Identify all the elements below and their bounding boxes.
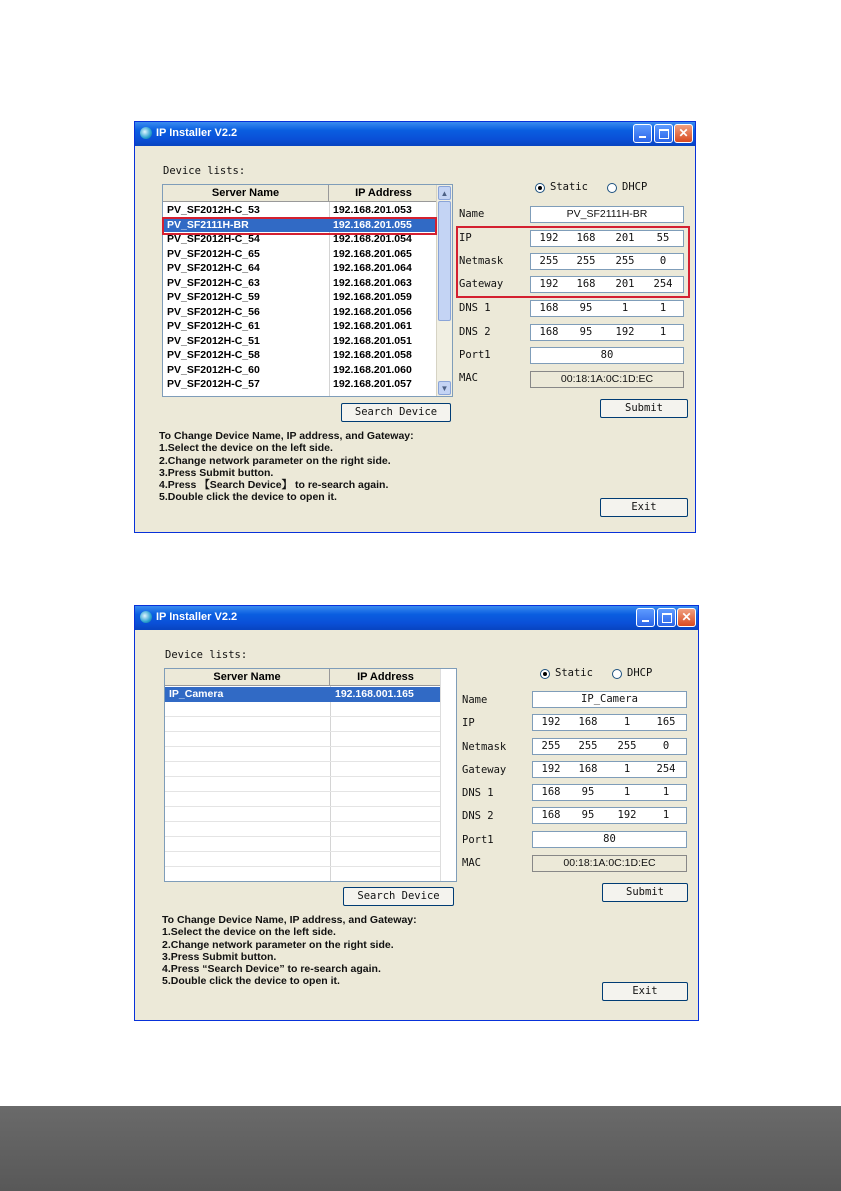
ip-octet-4[interactable]: 55	[656, 232, 670, 244]
row-ip-address: 192.168.201.054	[333, 233, 412, 245]
instructions	[162, 914, 417, 988]
close-icon: ✕	[681, 610, 692, 624]
app-icon	[140, 611, 152, 623]
scroll-up-button[interactable]	[438, 186, 451, 200]
device-list[interactable]	[162, 184, 453, 397]
static-radio[interactable]	[540, 669, 550, 679]
empty-row-line	[165, 746, 442, 747]
dns1-field[interactable]	[532, 784, 687, 801]
row-server-name: PV_SF2012H-C_64	[167, 262, 260, 274]
submit-button[interactable]: Submit	[600, 399, 688, 418]
static-radio[interactable]	[535, 183, 545, 193]
name-label: Name	[459, 208, 485, 220]
minimize-button[interactable]	[633, 124, 652, 143]
dhcp-radio[interactable]	[607, 183, 617, 193]
row-server-name: PV_SF2012H-C_65	[167, 247, 260, 260]
ip-installer-window	[134, 605, 699, 1021]
dns2-octet-1[interactable]: 168	[541, 809, 561, 821]
empty-row-line	[165, 806, 442, 807]
row-ip-address: 192.168.201.055	[333, 218, 412, 231]
gateway-octet-4[interactable]: 254	[653, 278, 673, 290]
table-row[interactable]	[163, 363, 439, 378]
table-row[interactable]	[163, 319, 439, 334]
dns1-field[interactable]	[530, 300, 684, 317]
netmask-octet-1[interactable]: 255	[539, 255, 559, 267]
instruction-heading: To Change Device Name, IP address, and Gateway:	[162, 914, 417, 926]
netmask-octet-2[interactable]: 255	[578, 740, 598, 752]
ip-field[interactable]	[532, 714, 687, 731]
chevron-down-icon: ▼	[440, 384, 449, 393]
gateway-octet-2[interactable]: 168	[576, 278, 596, 290]
search-device-button[interactable]: Search Device	[341, 403, 451, 422]
port-label: Port1	[459, 349, 491, 361]
port-field[interactable]	[530, 347, 684, 364]
empty-row-line	[165, 761, 442, 762]
netmask-label: Netmask	[462, 741, 507, 753]
dns1-octet-2[interactable]: 95	[579, 302, 593, 314]
dns1-octet-3[interactable]: 1	[623, 786, 631, 798]
table-row[interactable]	[163, 276, 439, 291]
mac-field	[532, 855, 687, 872]
empty-row-line	[165, 836, 442, 837]
instruction-step-5: 5.Double click the device to open it.	[162, 975, 340, 988]
title-bar[interactable]	[135, 122, 695, 146]
ip-label: IP	[462, 717, 475, 729]
row-server-name: IP_Camera	[169, 688, 224, 700]
ip-octet-3[interactable]: 201	[615, 232, 635, 244]
port-value: 80	[600, 349, 614, 361]
column-header-server-name[interactable]: Server Name	[165, 669, 330, 686]
submit-button[interactable]: Submit	[602, 883, 688, 902]
row-ip-address: 192.168.201.057	[333, 378, 412, 390]
window-title: IP Installer V2.2	[156, 127, 238, 139]
network-params-highlight-box	[456, 226, 690, 298]
instruction-step-5: 5.Double click the device to open it.	[159, 491, 337, 504]
device-lists-label: Device lists:	[163, 165, 246, 177]
dns1-octet-1[interactable]: 168	[541, 786, 561, 798]
name-label: Name	[462, 694, 488, 706]
chevron-up-icon: ▲	[440, 189, 449, 198]
close-button[interactable]	[674, 124, 693, 143]
name-field[interactable]	[530, 206, 684, 223]
netmask-octet-4[interactable]: 0	[659, 255, 667, 267]
empty-row-line	[165, 821, 442, 822]
dns2-octet-1[interactable]: 168	[539, 326, 559, 338]
dhcp-label: DHCP	[622, 181, 648, 193]
dns2-octet-3[interactable]: 192	[617, 809, 637, 821]
close-button[interactable]	[677, 608, 696, 627]
ip-octet-2[interactable]: 168	[576, 232, 596, 244]
empty-row-line	[165, 731, 442, 732]
mac-field	[530, 371, 684, 388]
column-header-ip-address[interactable]: IP Address	[329, 185, 439, 202]
mac-value: 00:18:1A:0C:1D:EC	[560, 373, 654, 385]
exit-button[interactable]: Exit	[600, 498, 688, 517]
dns2-octet-2[interactable]: 95	[579, 326, 593, 338]
netmask-octet-1[interactable]: 255	[541, 740, 561, 752]
row-server-name: PV_SF2012H-C_56	[167, 305, 260, 318]
dhcp-label: DHCP	[627, 667, 653, 679]
netmask-label: Netmask	[459, 255, 504, 267]
table-row[interactable]	[163, 348, 439, 363]
dns1-octet-1[interactable]: 168	[539, 302, 559, 314]
empty-row-line	[165, 866, 442, 867]
maximize-button[interactable]	[654, 124, 673, 143]
row-server-name: PV_SF2012H-C_51	[167, 334, 260, 347]
mac-label: MAC	[462, 857, 481, 869]
gateway-octet-1[interactable]: 192	[539, 278, 559, 290]
instruction-step-3: 3.Press Submit button.	[159, 466, 274, 479]
instruction-step-4: 4.Press “Search Device” to re-search again.	[162, 963, 381, 976]
table-row[interactable]	[163, 247, 439, 262]
port-field[interactable]	[532, 831, 687, 848]
instruction-step-1: 1.Select the device on the left side.	[159, 442, 333, 455]
dns1-octet-4[interactable]: 1	[662, 786, 670, 798]
mac-label: MAC	[459, 372, 478, 384]
title-bar[interactable]	[135, 606, 698, 630]
dns1-label: DNS 1	[459, 302, 491, 314]
device-lists-label: Device lists:	[165, 649, 248, 661]
netmask-octet-3[interactable]: 255	[615, 255, 635, 267]
row-ip-address: 192.168.201.065	[333, 247, 412, 260]
ip-octet-4[interactable]: 165	[656, 716, 676, 728]
row-ip-address: 192.168.201.053	[333, 204, 412, 216]
ip-octet-1[interactable]: 192	[539, 232, 559, 244]
static-label: Static	[555, 667, 593, 679]
row-ip-address: 192.168.201.058	[333, 349, 412, 361]
search-device-button[interactable]: Search Device	[343, 887, 454, 906]
gateway-octet-3[interactable]: 201	[615, 278, 635, 290]
dns2-octet-3[interactable]: 192	[615, 326, 635, 338]
footer-band	[0, 1106, 841, 1191]
column-header-server-name[interactable]: Server Name	[163, 185, 329, 202]
static-label: Static	[550, 181, 588, 193]
instruction-step-4: 4.Press 【Search Device】 to re-search again.	[159, 479, 389, 492]
minimize-button[interactable]	[636, 608, 655, 627]
dns2-octet-4[interactable]: 1	[662, 809, 670, 821]
row-server-name: PV_SF2012H-C_58	[167, 349, 260, 361]
instructions	[159, 430, 414, 504]
ip-octet-2[interactable]: 168	[578, 716, 598, 728]
ip-octet-3[interactable]: 1	[623, 716, 631, 728]
gateway-octet-3[interactable]: 1	[623, 763, 631, 775]
row-server-name: PV_SF2012H-C_53	[167, 204, 260, 216]
dns2-field[interactable]	[530, 324, 684, 341]
row-server-name: PV_SF2012H-C_60	[167, 363, 260, 376]
table-row[interactable]	[163, 334, 439, 349]
instruction-step-2: 2.Change network parameter on the right side.	[159, 454, 391, 467]
row-server-name: PV_SF2012H-C_54	[167, 233, 260, 245]
gateway-octet-1[interactable]: 192	[541, 763, 561, 775]
row-ip-address: 192.168.201.064	[333, 262, 412, 274]
window-title: IP Installer V2.2	[156, 611, 238, 623]
scroll-down-button[interactable]	[438, 381, 451, 395]
row-server-name: PV_SF2111H-BR	[167, 218, 249, 231]
gateway-octet-2[interactable]: 168	[578, 763, 598, 775]
row-server-name: PV_SF2012H-C_61	[167, 320, 260, 332]
selected-row-highlight-box	[162, 217, 437, 235]
table-row[interactable]	[163, 377, 439, 392]
netmask-octet-3[interactable]: 255	[617, 740, 637, 752]
maximize-button[interactable]	[657, 608, 676, 627]
app-icon	[140, 127, 152, 139]
maximize-icon	[659, 129, 669, 139]
dns2-octet-4[interactable]: 1	[659, 326, 667, 338]
netmask-field[interactable]	[532, 738, 687, 755]
table-row[interactable]	[163, 261, 439, 276]
gateway-label: Gateway	[459, 278, 504, 290]
dns2-label: DNS 2	[459, 326, 491, 338]
dns1-octet-2[interactable]: 95	[581, 786, 595, 798]
dhcp-radio[interactable]	[612, 669, 622, 679]
name-value: PV_SF2111H-BR	[566, 208, 648, 220]
column-header-ip-address[interactable]: IP Address	[330, 669, 442, 686]
ip-installer-window	[134, 121, 696, 533]
minimize-icon	[642, 620, 649, 622]
scroll-thumb[interactable]	[438, 201, 451, 321]
maximize-icon	[662, 613, 672, 623]
table-row[interactable]	[163, 203, 439, 218]
minimize-icon	[639, 136, 646, 138]
gateway-field[interactable]	[532, 761, 687, 778]
ip-label: IP	[459, 232, 472, 244]
exit-button[interactable]: Exit	[602, 982, 688, 1001]
instruction-step-2: 2.Change network parameter on the right side.	[162, 938, 394, 951]
row-ip-address: 192.168.201.051	[333, 334, 412, 347]
dns1-label: DNS 1	[462, 787, 494, 799]
instruction-heading: To Change Device Name, IP address, and Gateway:	[159, 430, 414, 442]
row-ip-address: 192.168.201.061	[333, 320, 412, 332]
netmask-octet-2[interactable]: 255	[576, 255, 596, 267]
device-list[interactable]	[164, 668, 457, 882]
row-ip-address: 192.168.201.059	[333, 291, 412, 303]
row-ip-address: 192.168.201.060	[333, 363, 412, 376]
table-row[interactable]	[163, 305, 439, 320]
port-value: 80	[603, 833, 616, 845]
gateway-octet-4[interactable]: 254	[656, 763, 676, 775]
row-server-name: PV_SF2012H-C_57	[167, 378, 260, 390]
port-label: Port1	[462, 834, 494, 846]
row-ip-address: 192.168.201.063	[333, 276, 412, 289]
row-server-name: PV_SF2012H-C_59	[167, 291, 260, 303]
ip-octet-1[interactable]: 192	[541, 716, 561, 728]
table-row[interactable]	[163, 290, 439, 305]
name-value: IP_Camera	[581, 693, 638, 705]
table-row-selected[interactable]	[165, 687, 442, 702]
empty-row-line	[165, 791, 442, 792]
dns2-octet-2[interactable]: 95	[581, 809, 595, 821]
close-icon: ✕	[678, 126, 689, 140]
netmask-octet-4[interactable]: 0	[662, 740, 670, 752]
dns2-field[interactable]	[532, 807, 687, 824]
empty-row-line	[165, 851, 442, 852]
instruction-step-3: 3.Press Submit button.	[162, 950, 277, 963]
row-ip-address: 192.168.001.165	[335, 688, 414, 700]
dns1-octet-3[interactable]: 1	[621, 302, 629, 314]
empty-row-line	[165, 776, 442, 777]
dns2-label: DNS 2	[462, 810, 494, 822]
name-field[interactable]	[532, 691, 687, 708]
dns1-octet-4[interactable]: 1	[659, 302, 667, 314]
instruction-step-1: 1.Select the device on the left side.	[162, 926, 336, 939]
row-ip-address: 192.168.201.056	[333, 305, 412, 318]
empty-row-line	[165, 716, 442, 717]
gateway-label: Gateway	[462, 764, 507, 776]
vertical-scrollbar[interactable]	[440, 669, 456, 881]
vertical-scrollbar[interactable]	[436, 185, 452, 396]
row-server-name: PV_SF2012H-C_63	[167, 276, 260, 289]
mac-value: 00:18:1A:0C:1D:EC	[563, 857, 656, 869]
